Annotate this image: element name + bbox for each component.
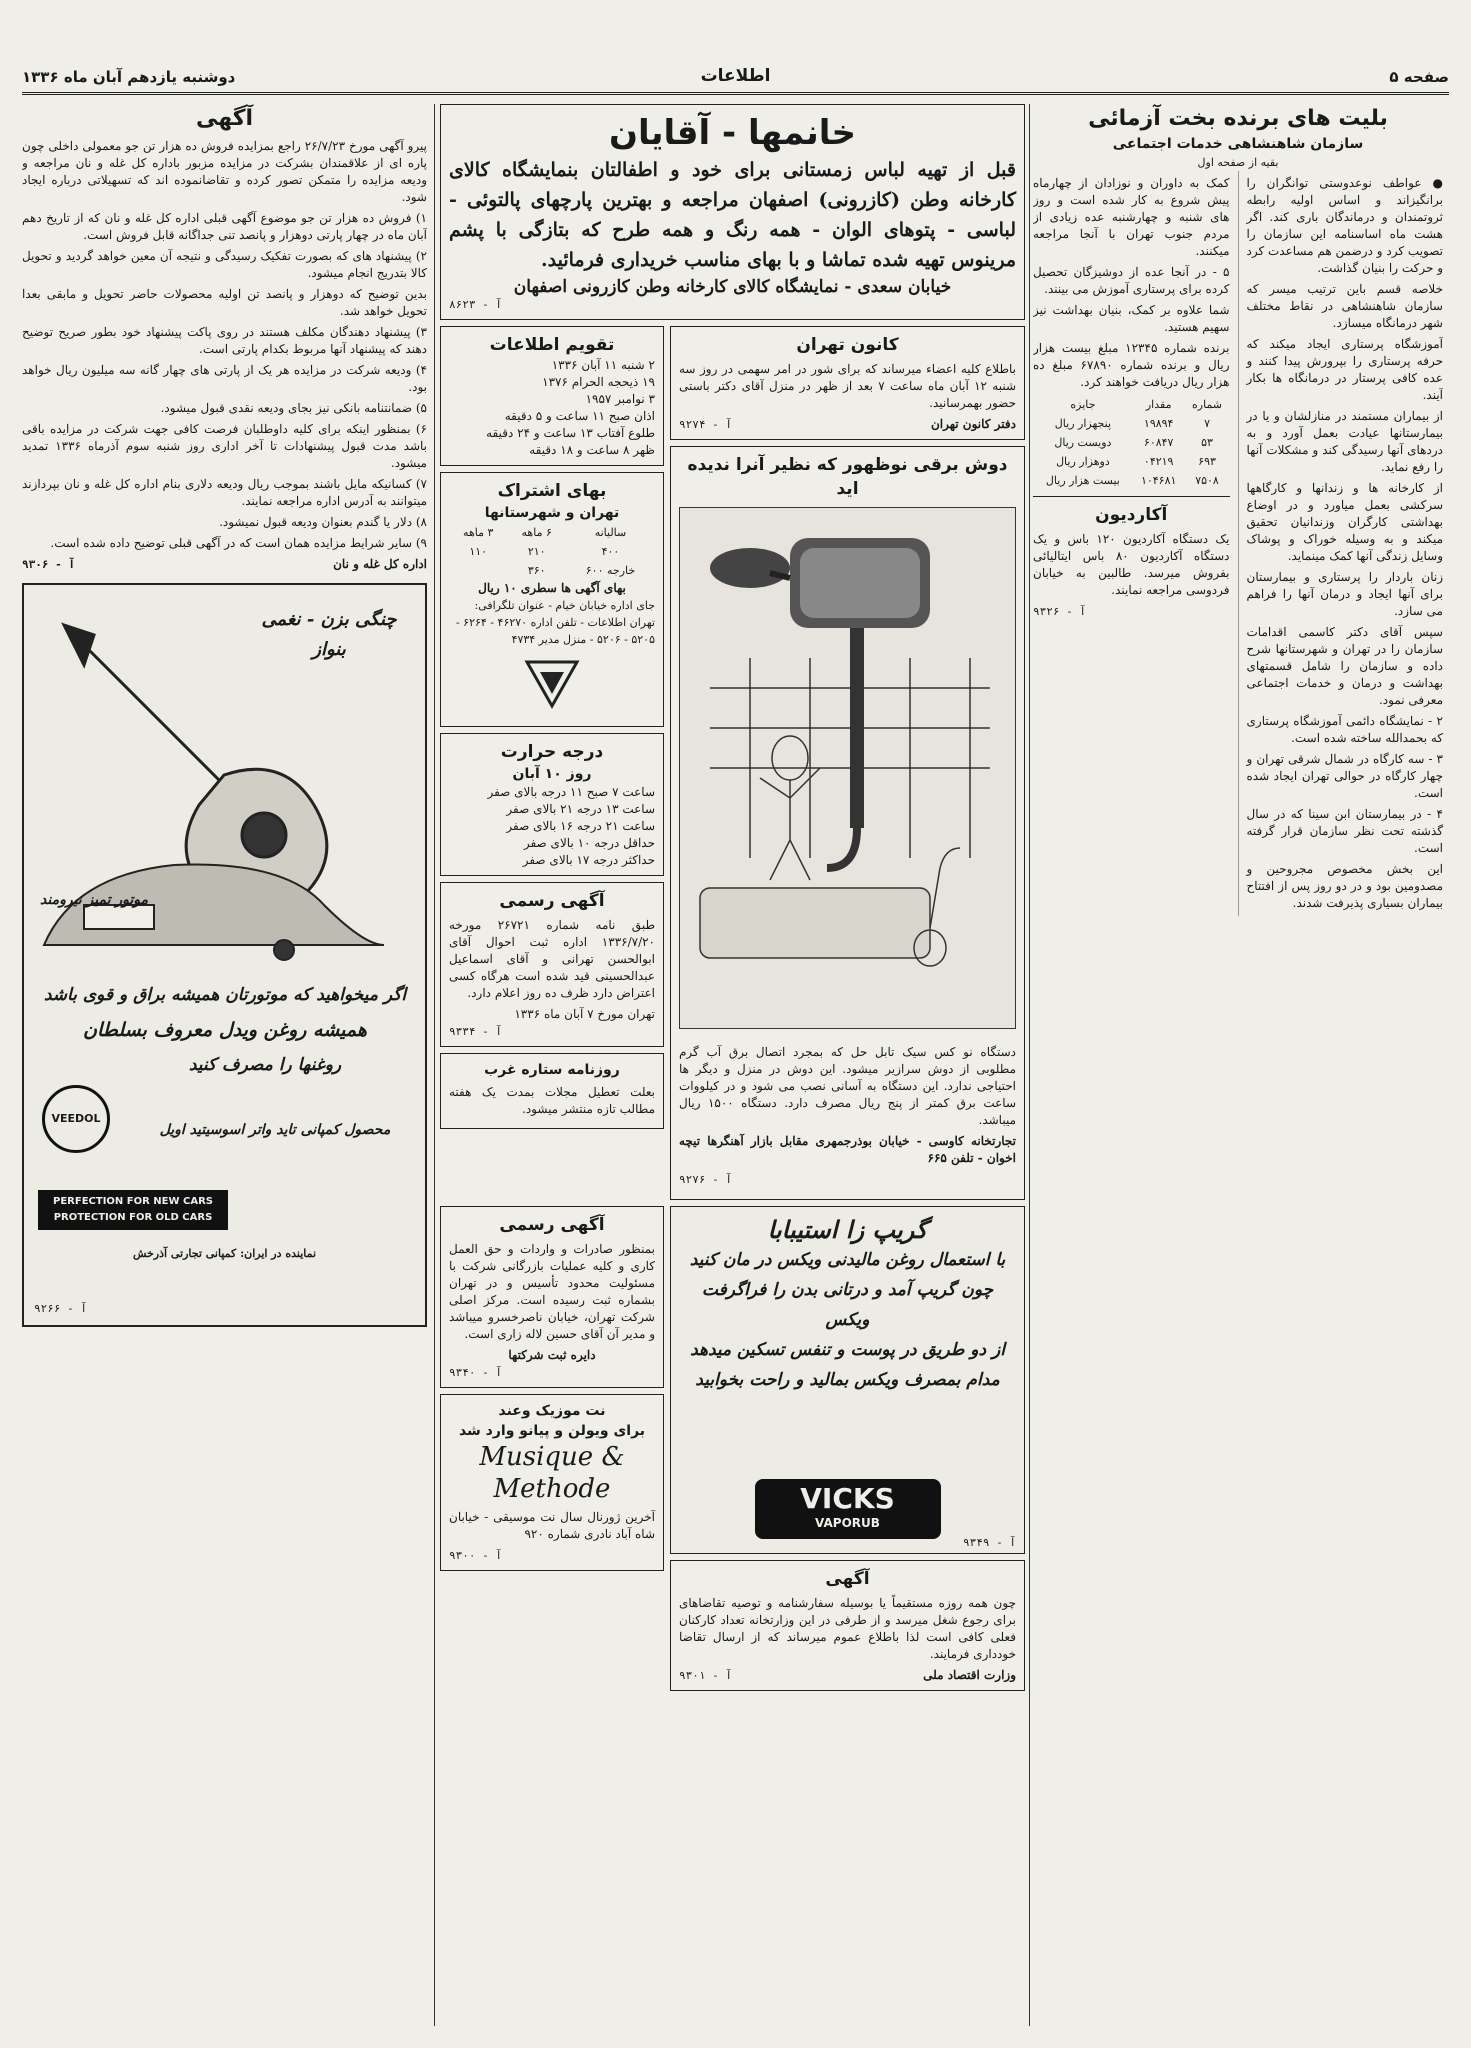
lottery-paragraph: زنان باردار را پرستاری و بیمارستان برای آنها ایجاد و درمان آنها را فراهم می سازد.	[1246, 570, 1443, 618]
column-rule	[434, 104, 435, 2026]
auction-item: بدین توضیح که دوهزار و پانصد تن اولیه محصولات حاضر تحویل و مابقی بعدا تحویل خواهد شد.	[22, 287, 427, 318]
veedol-ad	[22, 583, 427, 1327]
shower-footer: تجارتخانه کاوسی - خیابان بوذرجمهری مقابل بازار آهنگرها تیچه اخوان - تلفن ۶۶۵	[679, 1134, 1016, 1165]
vicks-title: گریپ زا استیبابا	[767, 1215, 928, 1244]
veedol-slogan: اگر میخواهید که موتورتان همیشه براق و قوی باشد	[43, 985, 407, 1005]
shower-ad	[670, 446, 1025, 1200]
subscription-box	[440, 472, 664, 727]
column-rule	[1029, 104, 1030, 2026]
lottery-paragraph: از بیماران مستمند در منازلشان و یا در بیمارستانها عیادت بعمل آورد و به دردهای آنها رسیدگی کند و مشکلات آنها را رفع نماید.	[1246, 409, 1443, 474]
perfection-line: PROTECTION FOR OLD CARS	[53, 1212, 213, 1223]
column-grain-auction	[22, 104, 427, 2026]
lottery-paragraph: ۲ - نمایشگاه دائمی آموزشگاه پرستاری که بحمدالله ساخته شده است.	[1246, 714, 1443, 745]
ad-code: آ - ۹۳۴۰	[449, 1366, 502, 1379]
official-ad-1	[440, 882, 664, 1047]
subscription-subtitle: تهران و شهرستانها	[484, 505, 620, 521]
divider	[1033, 496, 1230, 497]
weather-row: ساعت ۲۱ درجه ۱۶ بالای صفر	[506, 819, 655, 833]
lottery-paragraph: از کارخانه ها و زندانها و کارگاهها سرکشی بعمل میاورد و در اوضاع بهداشتی کارگران وزندانیان تحقیق میکند و به وسیله خوراک و پوشاک وسایل زندگی آنها کمک مینماید.	[1246, 481, 1443, 563]
table-row	[1033, 414, 1230, 433]
table-header: جایزه	[1070, 398, 1096, 411]
weather-row: حداکثر درجه ۱۷ بالای صفر	[522, 853, 655, 867]
ad-code: آ - ۸۶۲۳	[449, 298, 502, 311]
masthead	[22, 62, 1449, 95]
kanoon-text: باطلاع کلیه اعضاء میرساند که برای شور در امر سهمی در روز سه شنبه ۱۲ آبان ماه ساعت ۷ بعد از ظهر در منزل آقای دکتر باستی حضور بهمرسانید.	[679, 362, 1016, 410]
perfection-line: PERFECTION FOR NEW CARS	[53, 1196, 213, 1207]
music-brand: Methode	[493, 1474, 611, 1504]
ads-price: بهای آگهی ها سطری ۱۰ ریال	[478, 581, 626, 595]
lottery-paragraph: کمک به داوران و نوزادان از چهارماه پیش شروع به کار شده است و روز های شنبه و چهارشنبه عده زیادی از مردم جنوب تهران با آنجا مراجعه میکنند.	[1033, 176, 1230, 258]
emblem-icon	[522, 654, 582, 714]
lottery-body	[1033, 171, 1443, 916]
lower-left	[670, 1206, 1025, 1697]
calendar-line: اذان صبح ۱۱ ساعت و ۵ دقیقه	[504, 409, 655, 423]
official-ad-title: آگهی رسمی	[499, 1215, 605, 1235]
calendar-box	[440, 326, 664, 466]
official-ad-footer: دایره ثبت شرکتها	[508, 1348, 596, 1362]
vicks-brand: VICKS	[800, 1482, 895, 1515]
ad-code: آ - ۹۲۶۶	[34, 1302, 87, 1315]
lottery-paragraph: خلاصه قسم باین ترتیب میسر که سازمان شاهنشاهی در نقاط مختلف شهر درمانگاه میسازد.	[1246, 282, 1443, 330]
table-header: مقدار	[1145, 398, 1172, 411]
auction-item: ۷) کسانیکه مایل باشند بموجب ریال ودیعه دلاری بنام اداره کل غله و نان بپردازند میتوانند به آدرس اداره مراجعه نمایند.	[22, 477, 427, 508]
kanoon-ad	[670, 326, 1025, 440]
table-row	[449, 542, 655, 561]
shower-illustration	[679, 507, 1016, 1029]
table-cell: پنجهزار ریال	[1054, 417, 1111, 430]
table-header-row	[1033, 395, 1230, 414]
calendar-title: تقویم اطلاعات	[489, 335, 615, 355]
lower-block	[440, 1206, 1025, 1697]
official-ad-2	[440, 1206, 664, 1388]
music-brand: Musique &	[479, 1442, 625, 1472]
perfection-banner	[38, 1190, 228, 1230]
calendar-line: ۱۹ ذیحجه الحرام ۱۳۷۶	[542, 375, 655, 389]
prize-table	[1033, 395, 1230, 490]
paper-name: اطلاعات	[700, 66, 771, 86]
subscription-table	[449, 523, 655, 580]
kanoon-title: کانون تهران	[796, 335, 899, 355]
vicks-line: مدام بمصرف ویکس بمالید و راحت بخوابید	[695, 1370, 1000, 1390]
table-cell: بیست هزار ریال	[1045, 474, 1120, 487]
music-subtitle: برای ویولن و پیانو وارد شد	[458, 1423, 646, 1439]
table-cell: ۵۳	[1201, 436, 1213, 449]
gharb-title: روزنامه ستاره غرب	[484, 1062, 620, 1078]
weather-box	[440, 733, 664, 876]
notice-text: چون همه روزه مستقیماً یا بوسیله سفارشنامه و توصیه تقاضاهای برای رجوع شغل میرسد و از طرفی در این وزارتخانه تعداد کارکنان فعلی کافی است لذا باطلاع عموم میرساند که از ارسال تقاضا خودداری فرمایند.	[679, 1596, 1016, 1661]
veedol-car-caption: موتور تمیز نیرومند	[40, 892, 148, 908]
official-ad-text: طبق نامه شماره ۲۶۷۲۱ مورخه ۱۳۳۶/۷/۲۰ اداره ثبت احوال آقای ابوالحسن تهرانی و آقای اسماعیل عبدالحسینی قید شده است هرگاه کسی اعتراض دارد ظرف ده روز اعلام دارد.	[449, 918, 655, 1000]
column-ads	[440, 104, 1025, 2026]
page-number: صفحه ۵	[1389, 68, 1449, 86]
notice-signature: وزارت اقتصاد ملی	[923, 1668, 1016, 1682]
shower-text: دستگاه نو کس سیک تابل حل که بمجرد اتصال برق آب گرم مطلوبی از دوش سرازیر میشود. این دوش در منزل و دیگر ها احتیاجی ندارد. این دستگاه به آسانی نصب می شود و در کیلووات ساعت برق کمتر از پنج ریال مصرف دارد. دستگاه ۱۵۰۰ ریال میباشد.	[679, 1045, 1016, 1127]
middle-block	[440, 326, 1025, 1206]
vicks-line: از دو طریق در پوست و تنفس تسکین میدهد	[690, 1340, 1005, 1360]
auction-item: ۲) پیشنهاد های که بصورت تفکیک رسیدگی و نتیجه آن معین خواهد گردید و تحویل کالا بتدریج انجام میشود.	[22, 249, 427, 280]
official-ad-text: بمنظور صادرات و واردات و حق العمل کاری و کلیه عملیات بازرگانی شرکت با مسئولیت محدود تأسیس و در تهران بشماره ثبت رسیده است. مرکز اصلی شرکت تهران، خیابان ناصرخسرو میباشد و مدیر آن آقای حسین لاله زاری است.	[449, 1242, 655, 1341]
table-cell: ۱۰۴۶۸۱	[1140, 474, 1177, 487]
table-header: شماره	[1192, 398, 1223, 411]
ad-code: آ - ۹۳۴۹	[963, 1536, 1016, 1549]
vicks-brand-sub: VAPORUB	[815, 1516, 880, 1530]
table-cell	[449, 561, 507, 580]
lottery-paragraph: ۳ - سه کارگاه در شمال شرقی تهران و چهار کارگاه در حوالی تهران ایجاد شده است.	[1246, 752, 1443, 800]
middle-right	[440, 326, 664, 1206]
official-ad-footer: تهران مورخ ۷ آبان ماه ۱۳۳۶	[514, 1007, 655, 1021]
table-row	[449, 561, 655, 580]
table-cell: ۱۹۸۹۴	[1143, 417, 1174, 430]
table-cell: خارجه ۶۰۰	[585, 564, 636, 577]
table-cell: ۷۵۰۸	[1195, 474, 1219, 487]
gharb-ad	[440, 1053, 664, 1129]
music-ad	[440, 1394, 664, 1571]
lottery-paragraph: ۴ - در بیمارستان ابن سینا که در سال گذشته تحت نظر سازمان قرار گرفته است.	[1246, 807, 1443, 855]
lottery-title: بلیت های برنده بخت آزمائی	[1088, 106, 1388, 131]
table-row	[449, 523, 655, 542]
veedol-agent: نماینده در ایران: کمپانی تجارتی آذرخش	[132, 1247, 317, 1260]
lottery-paragraph: ● عواطف نوعدوستی توانگران را برانگیزاند و اساس اولیه رابطه ثروتمندان و درماندگان باری کند. اگر هشت ماه اساسنامه این سازمان را تصویب کرد و درضمن هم مساعدت کرد و حرکت را بنیان گذاشت.	[1246, 176, 1443, 275]
auction-title: آگهی	[195, 106, 254, 131]
kanoon-signature: دفتر کانون تهران	[930, 417, 1016, 431]
table-cell: سالیانه	[594, 526, 627, 539]
table-row	[1033, 471, 1230, 490]
notice-title: آگهی	[825, 1569, 870, 1589]
calendar-line: ۳ نوامبر ۱۹۵۷	[585, 392, 655, 406]
table-cell: ۳۶۰	[527, 564, 546, 577]
ad-code: آ - ۹۳۰۱	[679, 1669, 732, 1682]
veedol-slogan: محصول کمپانی تاید واتر اسوسیتید اویل	[159, 1122, 391, 1138]
table-cell: ۱۱۰	[469, 545, 488, 558]
lottery-paragraph: سپس آقای دکتر کاسمی اقدامات سازمان را در تهران و شهرستانها شرح داده و سازمان را شامل قسمتهای بهداشت و درمان و خدمات اجتماعی معرفی نمود.	[1246, 625, 1443, 707]
veedol-slogan: روغنها را مصرف کنید	[188, 1055, 342, 1075]
vicks-line: چون گریپ آمد و درتانی بدن را فراگرفت ویکس	[701, 1280, 994, 1330]
calendar-line: ظهر ۸ ساعت و ۱۸ دقیقه	[529, 443, 655, 457]
music-title: نت موزیک وعند	[498, 1403, 606, 1419]
khaneha-body: قبل از تهیه لباس زمستانی برای خود و اطفالتان بنمایشگاه کالای کارخانه وطن (کازرونی) اصفهان مراجعه و بهترین پارچهای پالتوئی - لباسی - پتوهای الوان - همه رنگ و همه طرح که بتازگی با پشم مرینوس تهیه شده تماشا و با بهای مناسب خریداری فرمائید.	[449, 159, 1016, 271]
vicks-ad	[670, 1206, 1025, 1554]
accordion-text: یک دستگاه آکاردیون ۱۲۰ باس و یک دستگاه آکاردیون ۸۰ باس ایتالیائی بفروش میرسد. طالبین به خیابان فردوسی مراجعه نمایند.	[1033, 532, 1230, 597]
auction-item: ۶) بمنظور اینکه برای کلیه داوطلبان فرصت کافی جهت شرکت در مزایده باقی باشد مدت قبول پیشنهادات تا آخر اداری روز شنبه سوم آذرماه ۱۳۳۶ تمدید میشود.	[22, 422, 427, 470]
issue-date: دوشنبه یازدهم آبان ماه ۱۳۳۶	[22, 68, 236, 86]
khaneha-ad	[440, 104, 1025, 320]
ad-code: آ - ۹۳۳۴	[449, 1025, 502, 1038]
auction-item: ۳) پیشنهاد دهندگان مکلف هستند در روی پاکت پیشنهاد خود بطور صریح توضیح دهند که پیشنهاد آنها مربوط بکدام پارتی است.	[22, 325, 427, 356]
auction-item: ۱) فروش ده هزار تن جو موضوع آگهی قبلی اداره کل غله و نان که از تاریخ دهم آبان ماه در چهار پارتی دوهزار و پانصد تنی جداگانه قابل فروش است.	[22, 211, 427, 242]
gharb-text: بعلت تعطیل مجلات بمدت یک هفته مطالب تازه منتشر میشود.	[449, 1085, 655, 1116]
auction-intro: پیرو آگهی مورخ ۲۶/۷/۲۳ راجع بمزایده فروش ده هزار تن جو معمولی داخلی چون پاره ای از علاقمندان بشرکت در مزایده مزبور باداره کل غله و نان مراجعه و ودیعه مزایده را متمکن تصور کرده و تقاضانموده اند که تسهیلاتی درباره ایجاد شود.	[22, 139, 427, 204]
table-row	[1033, 452, 1230, 471]
lottery-paragraph: آموزشگاه پرستاری ایجاد میکند که حرفه پرستاری را بپرورش پیدا کنند و عده کافی پرستار در درمانگاه ها بکار آیند.	[1246, 337, 1443, 402]
ad-code: آ - ۹۲۷۴	[679, 418, 732, 431]
table-cell: دویست ریال	[1054, 436, 1112, 449]
table-cell: دوهزار ریال	[1056, 455, 1110, 468]
table-cell: ۳ ماهه	[463, 526, 494, 539]
ad-code: آ - ۹۳۰۶	[22, 558, 75, 571]
lottery-paragraph: ۵ - در آنجا عده از دوشیزگان تحصیل کرده برای پرستاری آموزش می بینند.	[1033, 265, 1230, 296]
lower-right	[440, 1206, 664, 1697]
vicks-logo	[755, 1479, 941, 1539]
notice-ad	[670, 1560, 1025, 1691]
auction-signature: اداره کل غله و نان	[333, 557, 427, 571]
lottery-subtitle: سازمان شاهنشاهی خدمات اجتماعی	[1112, 136, 1364, 152]
table-row	[1033, 433, 1230, 452]
weather-subtitle: روز ۱۰ آبان	[512, 766, 592, 782]
weather-row: حداقل درجه ۱۰ بالای صفر	[523, 836, 655, 850]
accordion-title: آکاردیون	[1095, 505, 1168, 525]
office-address: جای اداره خیابان خیام - عنوان تلگرافی: تهران اطلاعات - تلفن اداره ۴۶۲۷۰ - ۶۲۶۴ - ۵۲۰۵ - ۵۲۰۶ - منزل مدیر ۴۷۳۴	[455, 599, 655, 646]
calendar-line: طلوع آفتاب ۱۳ ساعت و ۲۴ دقیقه	[486, 426, 655, 440]
weather-title: درجه حرارت	[500, 742, 604, 762]
table-cell: ۰۴۲۱۹	[1143, 455, 1174, 468]
vicks-line: با استعمال روغن مالیدنی ویکس در مان کنید	[689, 1250, 1006, 1270]
auction-item: ۹) سایر شرایط مزایده همان است که در آگهی قبلی توضیح داده شده است.	[50, 536, 427, 550]
table-cell: ۷	[1204, 417, 1210, 430]
table-cell: ۴۰۰	[601, 545, 620, 558]
middle-left	[670, 326, 1025, 1206]
ad-code: آ - ۹۳۲۶	[1033, 605, 1086, 618]
lottery-paragraph: شما علاوه بر کمک، بنیان بهداشت نیز سهیم هستید.	[1033, 303, 1230, 334]
music-text: آخرین ژورنال سال نت موسیقی - خیابان شاه آباد نادری شماره ۹۲۰	[449, 1510, 655, 1541]
ad-code: آ - ۹۲۷۶	[679, 1173, 732, 1186]
veedol-tagline: چنگی بزن - نغمی بنواز	[261, 609, 397, 660]
table-cell: ۶ ماهه	[521, 526, 552, 539]
lottery-paragraph: این بخش مخصوص مجروحین و مصدومین بود و در دو روز پس از افتتاح بیماران بسیاری پذیرفت شدند.	[1246, 862, 1443, 910]
table-cell: ۶۹۳	[1198, 455, 1216, 468]
table-cell: ۶۰۸۴۷	[1143, 436, 1174, 449]
khaneha-footer: خیابان سعدی - نمایشگاه کالای کارخانه وطن کازرونی اصفهان	[513, 277, 952, 297]
khaneha-title: خانمها - آقایان	[608, 113, 857, 153]
official-ad-title: آگهی رسمی	[499, 891, 605, 911]
weather-row: ساعت ۱۳ درجه ۲۱ بالای صفر	[506, 802, 655, 816]
column-lottery	[1033, 104, 1443, 2026]
ad-code: آ - ۹۳۰۰	[449, 1549, 502, 1562]
calendar-line: ۲ شنبه ۱۱ آبان ۱۳۳۶	[551, 358, 655, 372]
veedol-slogan: همیشه روغن ویدل معروف بسلطان	[83, 1019, 367, 1041]
weather-row: ساعت ۷ صبح ۱۱ درجه بالای صفر	[487, 785, 655, 799]
shower-title: دوش برقی نوظهور که نظیر آنرا ندیده اید	[687, 455, 1008, 499]
lottery-paragraph: برنده شماره ۱۲۳۴۵ مبلغ بیست هزار ریال و برنده شماره ۶۷۸۹۰ مبلغ ده هزار ریال دریافت خواهند کرد.	[1033, 341, 1230, 389]
veedol-badge: VEEDOL	[42, 1085, 110, 1153]
auction-item: ۴) ودیعه شرکت در مزایده هر یک از پارتی های چهار گانه سه میلیون ریال خواهد بود.	[22, 363, 427, 394]
auction-item: ۸) دلار یا گندم بعنوان ودیعه قبول نمیشود.	[219, 515, 427, 529]
subscription-title: بهای اشتراک	[497, 481, 607, 501]
table-cell: ۲۱۰	[527, 545, 546, 558]
continued-note: بقیه از صفحه اول	[1197, 156, 1279, 169]
auction-item: ۵) ضمانتنامه بانکی نیز بجای ودیعه نقدی قبول میشود.	[160, 401, 427, 415]
